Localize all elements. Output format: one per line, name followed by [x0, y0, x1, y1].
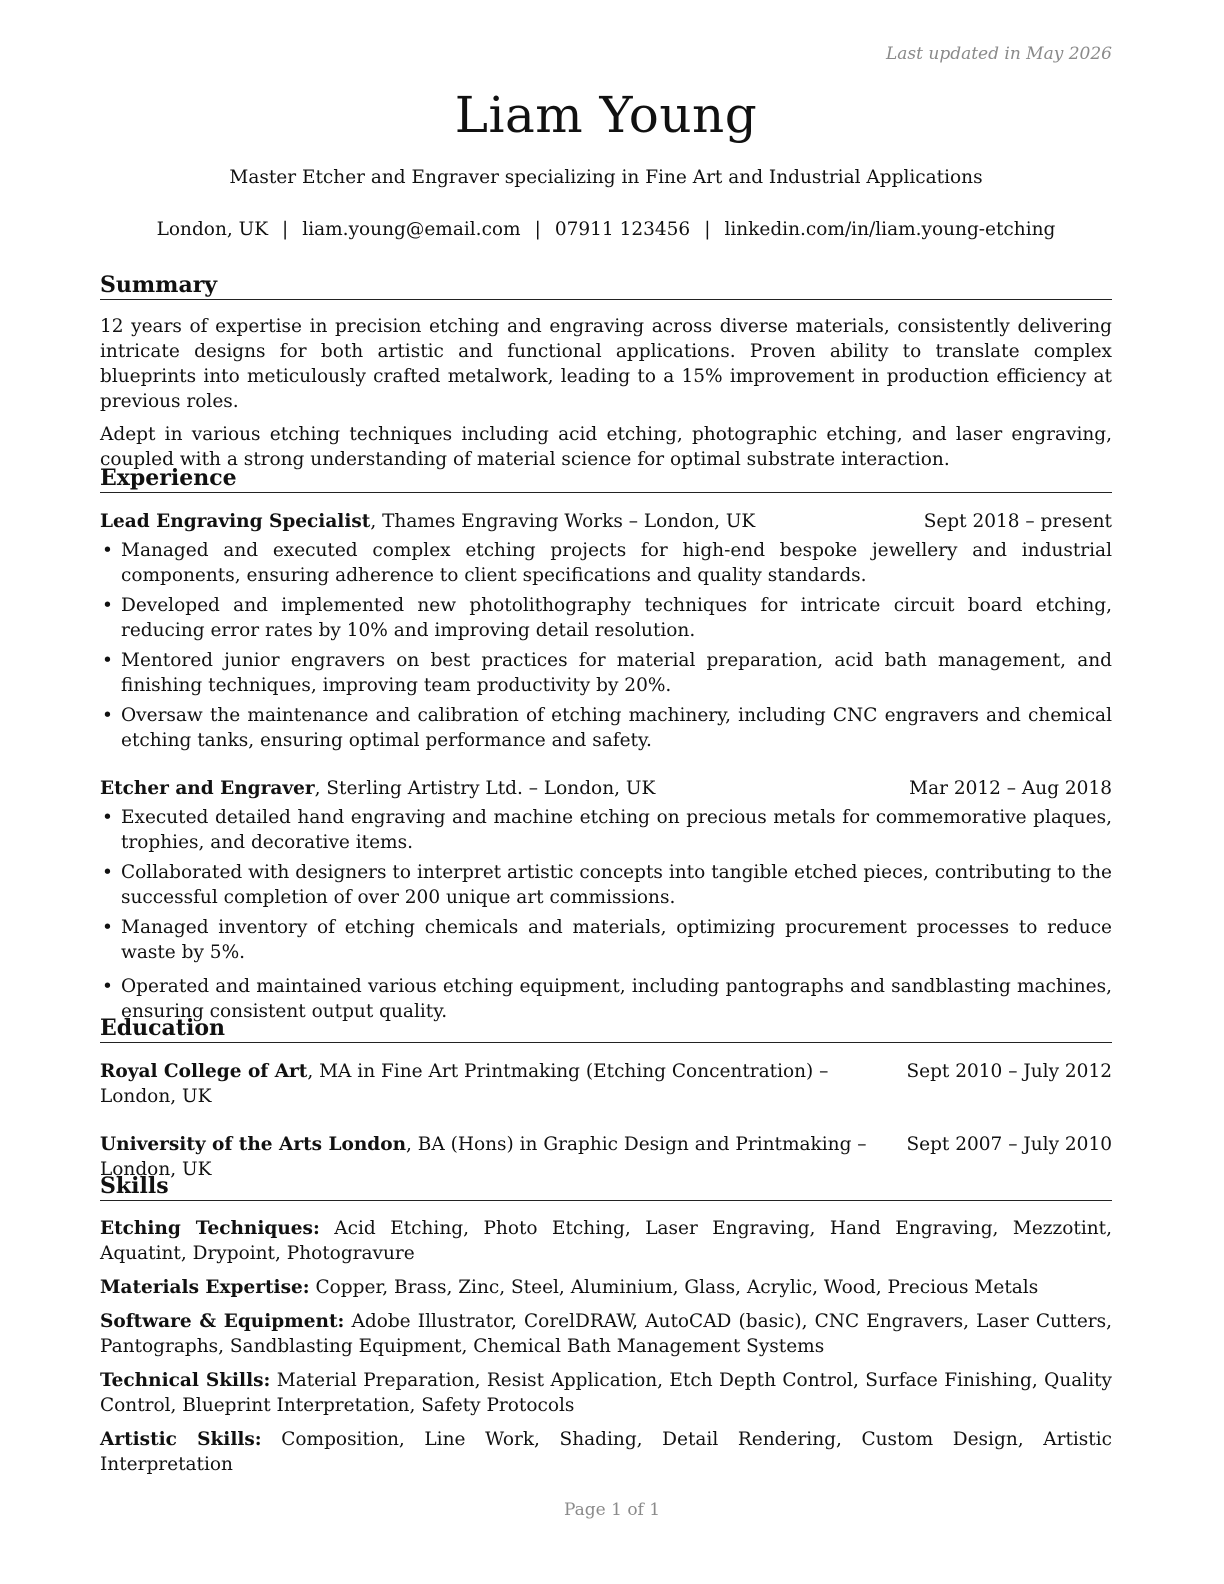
- skill-row: [100, 1427, 1112, 1477]
- education-degree: , MA in Fine Art Printmaking (Etching Concentration) – London, UK: [100, 1061, 829, 1107]
- summary-section: [100, 272, 1112, 472]
- job-org: , Sterling Artistry Ltd. – London, UK: [314, 778, 656, 799]
- job-header: [100, 776, 1112, 801]
- section-heading: Skills: [100, 1173, 1112, 1201]
- section-heading: Experience: [100, 465, 1112, 493]
- education-degree: , BA (Hons) in Graphic Design and Printmaking – London, UK: [100, 1134, 867, 1180]
- skill-row: [100, 1275, 1112, 1300]
- contact-separator: |: [282, 219, 289, 240]
- contact-phone: 07911 123456: [554, 219, 691, 240]
- education-dates: Sept 2010 – July 2012: [906, 1061, 1112, 1082]
- job-org: , Thames Engraving Works – London, UK: [370, 511, 756, 532]
- skill-label: Software & Equipment:: [100, 1311, 345, 1332]
- job-role: Etcher and Engraver: [100, 778, 315, 799]
- job-bullet: • Managed inventory of etching chemicals and materials, optimizing procurement processes to reduce waste by 5%.: [100, 915, 1112, 965]
- skill-values: Acid Etching, Photo Etching, Laser Engraving, Hand Engraving, Mezzotint, Aquatint, Drypoint, Photogravure: [100, 1218, 1112, 1264]
- education-entry: [100, 1059, 1112, 1109]
- contact-separator: |: [534, 219, 541, 240]
- summary-paragraph: 12 years of expertise in precision etching and engraving across diverse materials, consistently delivering intricate designs for both artistic and functional applications. Proven ability to translate complex blueprints into meticulously crafted metalwork, leading to a 15% improvement in production efficiency at previous roles.: [100, 316, 1112, 412]
- candidate-name: Liam Young: [454, 86, 758, 144]
- job-bullet: • Collaborated with designers to interpret artistic concepts into tangible etched pieces, contributing to the successful completion of over 200 unique art commissions.: [100, 860, 1112, 910]
- education-section: [100, 1015, 1112, 1182]
- section-heading: Summary: [100, 272, 1112, 300]
- education-dates: Sept 2007 – July 2010: [906, 1134, 1112, 1155]
- skill-values: Composition, Line Work, Shading, Detail Rendering, Custom Design, Artistic Interpretation: [100, 1429, 1112, 1475]
- job-bullet: • Developed and implemented new photolithography techniques for intricate circuit board etching, reducing error rates by 10% and improving detail resolution.: [100, 593, 1112, 643]
- skill-label: Etching Techniques:: [100, 1218, 320, 1239]
- section-heading: Education: [100, 1015, 1112, 1043]
- skill-row: [100, 1368, 1112, 1418]
- skill-values: Copper, Brass, Zinc, Steel, Aluminium, Glass, Acrylic, Wood, Precious Metals: [309, 1277, 1039, 1298]
- job-entry: [100, 776, 1112, 1024]
- job-bullets: [100, 805, 1112, 1024]
- skill-label: Materials Expertise:: [100, 1277, 310, 1298]
- job-bullet: • Managed and executed complex etching projects for high-end bespoke jewellery and industrial components, ensuring adherence to client specifications and quality standards.: [100, 538, 1112, 588]
- job-bullet: • Mentored junior engravers on best practices for material preparation, acid bath management, and finishing techniques, improving team productivity by 20%.: [100, 648, 1112, 698]
- contact-separator: |: [704, 219, 711, 240]
- skill-label: Technical Skills:: [100, 1370, 271, 1391]
- job-bullet: • Executed detailed hand engraving and machine etching on precious metals for commemorative plaques, trophies, and decorative items.: [100, 805, 1112, 855]
- skill-label: Artistic Skills:: [100, 1429, 262, 1450]
- skill-values: Adobe Illustrator, CorelDRAW, AutoCAD (basic), CNC Engravers, Laser Cutters, Pantographs, Sandblasting Equipment, Chemical Bath Management Systems: [100, 1311, 1112, 1357]
- contact-linkedin-link[interactable]: linkedin.com/in/liam.young-etching: [724, 219, 1056, 240]
- skills-section: [100, 1173, 1112, 1477]
- contact-line: [100, 219, 1112, 240]
- job-bullet: • Operated and maintained various etching equipment, including pantographs and sandblasting machines, ensuring consistent output quality.: [100, 974, 1112, 1024]
- experience-section: [100, 465, 1112, 1024]
- contact-location: London, UK: [156, 219, 269, 240]
- job-dates: Mar 2012 – Aug 2018: [909, 778, 1112, 799]
- contact-email-link[interactable]: liam.young@email.com: [302, 219, 521, 240]
- job-bullet: • Oversaw the maintenance and calibration of etching machinery, including CNC engravers and chemical etching tanks, ensuring optimal performance and safety.: [100, 703, 1112, 753]
- page-number: Page 1 of 1: [563, 1500, 661, 1520]
- education-school: University of the Arts London: [100, 1134, 407, 1155]
- skill-values: Material Preparation, Resist Application, Etch Depth Control, Surface Finishing, Quality Control, Blueprint Interpretation, Safety Protocols: [100, 1370, 1112, 1416]
- skill-row: [100, 1216, 1112, 1266]
- job-bullets: [100, 538, 1112, 753]
- job-header: [100, 509, 1112, 534]
- skill-row: [100, 1309, 1112, 1359]
- professional-headline: Master Etcher and Engraver specializing in Fine Art and Industrial Applications: [229, 167, 983, 188]
- job-dates: Sept 2018 – present: [923, 511, 1112, 532]
- job-entry: [100, 509, 1112, 753]
- education-school: Royal College of Art: [100, 1061, 308, 1082]
- job-role: Lead Engraving Specialist: [100, 511, 371, 532]
- last-updated-note: Last updated in May 2026: [885, 44, 1112, 64]
- summary-paragraph: Adept in various etching techniques including acid etching, photographic etching, and laser engraving, coupled with a strong understanding of material science for optimal substrate interaction.: [100, 424, 1112, 470]
